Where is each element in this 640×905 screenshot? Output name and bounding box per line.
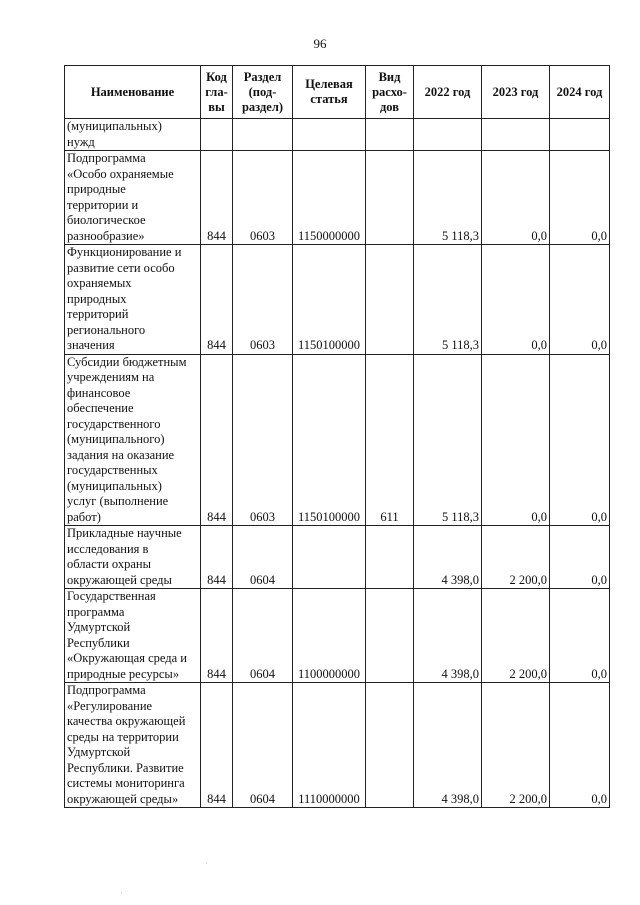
row-name: Функционирование и развитие сети особо охраняемых природных территорий регионального значения [65, 245, 201, 355]
table-row [65, 589, 610, 683]
row-section [233, 119, 293, 151]
row-name: Подпрограмма «Регулирование качества окружающей среды на территории Удмуртской Республики. Развитие системы мониторинга окружающей среды» [65, 683, 201, 808]
header-2024: 2024 год [550, 66, 610, 119]
row-2024: 0,0 [550, 589, 610, 683]
row-section: 0604 [233, 526, 293, 589]
header-2023: 2023 год [482, 66, 550, 119]
row-2024: 0,0 [550, 354, 610, 526]
row-expense-type [366, 683, 414, 808]
table-row [65, 683, 610, 808]
table-row [65, 151, 610, 245]
row-2023: 2 200,0 [482, 526, 550, 589]
row-name: Государственная программа Удмуртской Республики «Окружающая среда и природные ресурсы» [65, 589, 201, 683]
row-section: 0604 [233, 589, 293, 683]
row-target [293, 119, 366, 151]
row-2022: 5 118,3 [414, 245, 482, 355]
header-section: Раздел (под- раздел) [233, 66, 293, 119]
row-2023: 0,0 [482, 245, 550, 355]
page-number: 96 [313, 36, 327, 51]
row-section: 0603 [233, 245, 293, 355]
row-target [293, 526, 366, 589]
row-code: 844 [201, 683, 233, 808]
budget-table [64, 65, 610, 808]
header-code: Код гла- вы [201, 66, 233, 119]
row-2023: 0,0 [482, 354, 550, 526]
row-name: Подпрограмма «Особо охраняемые природные территории и биологическое разнообразие» [65, 151, 201, 245]
row-code: 844 [201, 151, 233, 245]
table-row [65, 119, 610, 151]
row-target: 1150100000 [293, 245, 366, 355]
row-expense-type [366, 589, 414, 683]
header-target: Целевая статья [293, 66, 366, 119]
table-row [65, 526, 610, 589]
row-target: 1150000000 [293, 151, 366, 245]
row-section: 0604 [233, 683, 293, 808]
row-expense-type: 611 [366, 354, 414, 526]
row-target: 1100000000 [293, 589, 366, 683]
row-2022: 4 398,0 [414, 589, 482, 683]
row-section: 0603 [233, 151, 293, 245]
row-expense-type [366, 245, 414, 355]
row-2022: 5 118,3 [414, 354, 482, 526]
table-header-row [65, 66, 610, 119]
header-2022: 2022 год [414, 66, 482, 119]
row-2022: 4 398,0 [414, 526, 482, 589]
row-target: 1110000000 [293, 683, 366, 808]
row-2022: 5 118,3 [414, 151, 482, 245]
row-code: 844 [201, 245, 233, 355]
row-2024: 0,0 [550, 151, 610, 245]
row-2023: 2 200,0 [482, 589, 550, 683]
table-row [65, 245, 610, 355]
header-expense-type: Вид расхо- дов [366, 66, 414, 119]
row-2023: 2 200,0 [482, 683, 550, 808]
row-expense-type [366, 119, 414, 151]
row-name: Субсидии бюджетным учреждениям на финансовое обеспечение государственного (муниципального) задания на оказание государственных (муниципальных) услуг (выполнение работ) [65, 354, 201, 526]
row-code [201, 119, 233, 151]
header-name: Наименование [65, 66, 201, 119]
row-2024: 0,0 [550, 245, 610, 355]
row-code: 844 [201, 354, 233, 526]
row-2022: 4 398,0 [414, 683, 482, 808]
row-2022 [414, 119, 482, 151]
row-section: 0603 [233, 354, 293, 526]
row-expense-type [366, 526, 414, 589]
row-2023 [482, 119, 550, 151]
table-row [65, 354, 610, 526]
row-name: (муниципальных) нужд [65, 119, 201, 151]
row-2023: 0,0 [482, 151, 550, 245]
row-code: 844 [201, 589, 233, 683]
row-name: Прикладные научные исследования в области охраны окружающей среды [65, 526, 201, 589]
scan-mark: · [120, 888, 123, 898]
row-code: 844 [201, 526, 233, 589]
scan-mark: · [205, 858, 208, 868]
row-target: 1150100000 [293, 354, 366, 526]
row-2024: 0,0 [550, 526, 610, 589]
row-expense-type [366, 151, 414, 245]
row-2024: 0,0 [550, 683, 610, 808]
row-2024 [550, 119, 610, 151]
